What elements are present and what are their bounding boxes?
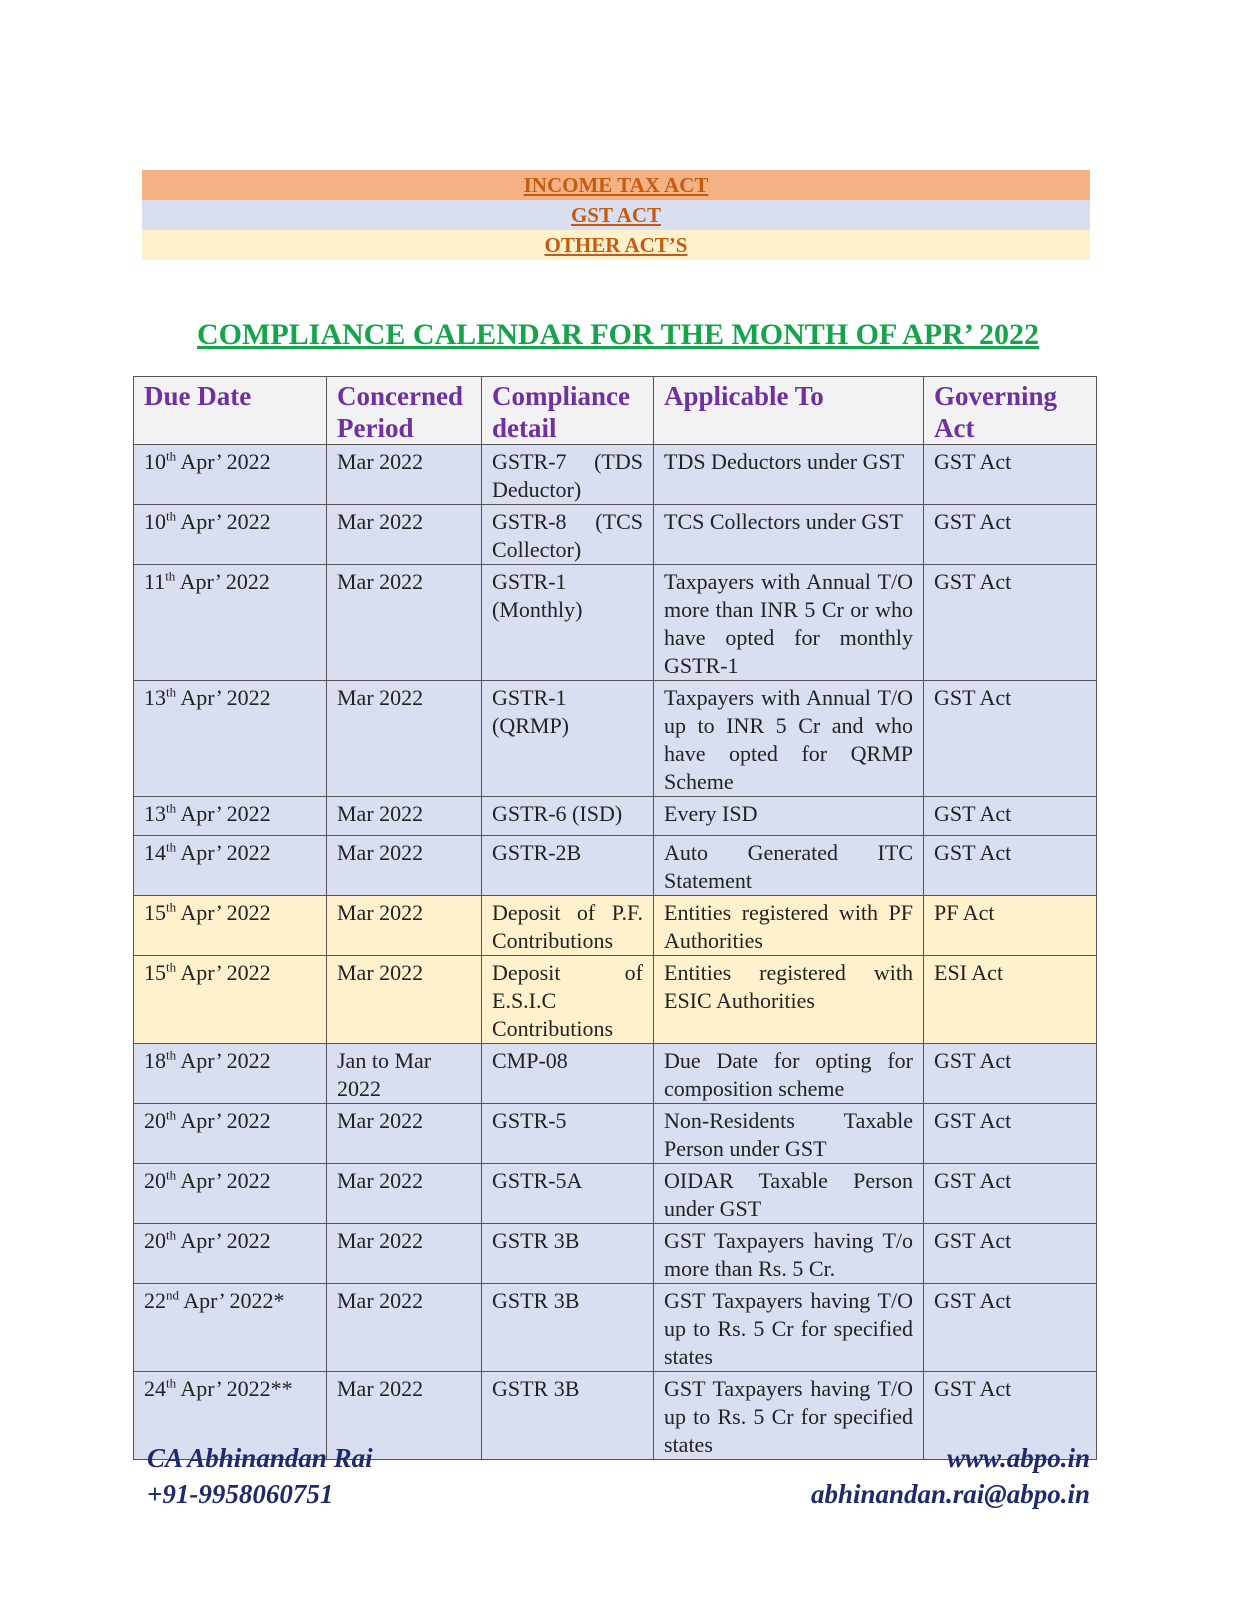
- email-link[interactable]: abhinandan.rai@abpo.in: [810, 1479, 1090, 1509]
- cell-concerned-period: Mar 2022: [327, 1104, 482, 1164]
- header-due-date: Due Date: [134, 377, 327, 445]
- cell-concerned-period: Mar 2022: [327, 836, 482, 896]
- table-row: [134, 1284, 1097, 1372]
- table-row: [134, 681, 1097, 797]
- legend-gst: GST ACT: [142, 200, 1090, 230]
- contact-block: [147, 1440, 373, 1512]
- header-applicable-to: Applicable To: [654, 377, 924, 445]
- cell-governing-act: GST Act: [924, 1164, 1097, 1224]
- cell-concerned-period: Mar 2022: [327, 1372, 482, 1460]
- due-month-year: Apr’ 2022*: [179, 1288, 285, 1313]
- table-row: [134, 445, 1097, 505]
- cell-applicable-to: Entities registered with ESIC Authorities: [654, 956, 924, 1044]
- due-day-suffix: th: [166, 508, 177, 524]
- due-day: 20: [144, 1228, 166, 1253]
- cell-governing-act: PF Act: [924, 896, 1097, 956]
- due-day: 13: [144, 685, 166, 710]
- due-day-suffix: th: [166, 1227, 177, 1243]
- page-title: COMPLIANCE CALENDAR FOR THE MONTH OF APR’ 2022: [197, 318, 1039, 351]
- due-day: 14: [144, 840, 166, 865]
- due-day: 22: [144, 1288, 166, 1313]
- cell-applicable-to: OIDAR Taxable Person under GST: [654, 1164, 924, 1224]
- cell-concerned-period: Jan to Mar 2022: [327, 1044, 482, 1104]
- cell-compliance-detail: GSTR-6 (ISD): [482, 797, 654, 836]
- header-governing-act: Governing Act: [924, 377, 1097, 445]
- cell-concerned-period: Mar 2022: [327, 797, 482, 836]
- cell-due-date: [134, 1104, 327, 1164]
- due-day: 13: [144, 801, 166, 826]
- legend-income-tax: INCOME TAX ACT: [142, 170, 1090, 200]
- cell-compliance-detail: GSTR-8 (TCS Collector): [482, 505, 654, 565]
- cell-applicable-to: Auto Generated ITC Statement: [654, 836, 924, 896]
- cell-due-date: [134, 565, 327, 681]
- due-day-suffix: th: [165, 568, 176, 584]
- due-day: 20: [144, 1108, 166, 1133]
- cell-compliance-detail: GSTR-7 (TDS Deductor): [482, 445, 654, 505]
- cell-concerned-period: Mar 2022: [327, 1224, 482, 1284]
- cell-governing-act: GST Act: [924, 1372, 1097, 1460]
- cell-applicable-to: GST Taxpayers having T/O up to Rs. 5 Cr for specified states: [654, 1372, 924, 1460]
- due-day: 20: [144, 1168, 166, 1193]
- due-day-suffix: th: [166, 1107, 177, 1123]
- cell-governing-act: GST Act: [924, 1044, 1097, 1104]
- table-row: [134, 896, 1097, 956]
- table-row: [134, 505, 1097, 565]
- cell-governing-act: GST Act: [924, 445, 1097, 505]
- cell-due-date: [134, 896, 327, 956]
- cell-compliance-detail: GSTR-5: [482, 1104, 654, 1164]
- table-header-row: [134, 377, 1097, 445]
- cell-applicable-to: Taxpayers with Annual T/O up to INR 5 Cr and who have opted for QRMP Scheme: [654, 681, 924, 797]
- cell-applicable-to: Due Date for opting for composition scheme: [654, 1044, 924, 1104]
- due-month-year: Apr’ 2022: [176, 685, 271, 710]
- table-row: [134, 956, 1097, 1044]
- table-row: [134, 797, 1097, 836]
- cell-governing-act: GST Act: [924, 565, 1097, 681]
- cell-compliance-detail: GSTR-1 (QRMP): [482, 681, 654, 797]
- due-day: 18: [144, 1048, 166, 1073]
- due-month-year: Apr’ 2022: [176, 801, 271, 826]
- table-row: [134, 836, 1097, 896]
- cell-due-date: [134, 681, 327, 797]
- web-contact-block: [811, 1440, 1090, 1512]
- cell-due-date: [134, 1224, 327, 1284]
- header-concerned-period: Concerned Period: [327, 377, 482, 445]
- cell-applicable-to: Taxpayers with Annual T/O more than INR 5 Cr or who have opted for monthly GSTR-1: [654, 565, 924, 681]
- due-day: 11: [144, 569, 166, 594]
- due-day-suffix: th: [166, 1047, 177, 1063]
- cell-due-date: [134, 797, 327, 836]
- cell-applicable-to: TCS Collectors under GST: [654, 505, 924, 565]
- table-row: [134, 1104, 1097, 1164]
- due-month-year: Apr’ 2022: [176, 1048, 271, 1073]
- legend-other-acts: OTHER ACT’S: [142, 230, 1090, 260]
- cell-applicable-to: Non-Residents Taxable Person under GST: [654, 1104, 924, 1164]
- cell-governing-act: GST Act: [924, 1104, 1097, 1164]
- cell-applicable-to: Every ISD: [654, 797, 924, 836]
- due-month-year: Apr’ 2022: [176, 1168, 271, 1193]
- due-day-suffix: th: [166, 839, 177, 855]
- due-day: 15: [144, 960, 166, 985]
- due-day-suffix: th: [166, 684, 177, 700]
- cell-governing-act: GST Act: [924, 836, 1097, 896]
- cell-due-date: [134, 445, 327, 505]
- due-month-year: Apr’ 2022: [175, 569, 270, 594]
- cell-compliance-detail: GSTR 3B: [482, 1224, 654, 1284]
- phone-number: +91-9958060751: [147, 1479, 334, 1509]
- cell-due-date: [134, 956, 327, 1044]
- due-day-suffix: th: [166, 1167, 177, 1183]
- cell-concerned-period: Mar 2022: [327, 1284, 482, 1372]
- cell-applicable-to: Entities registered with PF Authorities: [654, 896, 924, 956]
- cell-concerned-period: Mar 2022: [327, 956, 482, 1044]
- due-day-suffix: th: [166, 800, 177, 816]
- due-month-year: Apr’ 2022: [176, 1228, 271, 1253]
- cell-governing-act: GST Act: [924, 1224, 1097, 1284]
- table-row: [134, 1224, 1097, 1284]
- due-day: 10: [144, 509, 166, 534]
- cell-concerned-period: Mar 2022: [327, 681, 482, 797]
- cell-governing-act: GST Act: [924, 505, 1097, 565]
- act-color-legend: [142, 170, 1090, 260]
- cell-due-date: [134, 1044, 327, 1104]
- cell-compliance-detail: GSTR-5A: [482, 1164, 654, 1224]
- cell-applicable-to: TDS Deductors under GST: [654, 445, 924, 505]
- cell-concerned-period: Mar 2022: [327, 505, 482, 565]
- due-month-year: Apr’ 2022: [176, 900, 271, 925]
- due-day: 15: [144, 900, 166, 925]
- cell-concerned-period: Mar 2022: [327, 445, 482, 505]
- table-row: [134, 1164, 1097, 1224]
- cell-applicable-to: GST Taxpayers having T/o more than Rs. 5 Cr.: [654, 1224, 924, 1284]
- header-compliance-detail: Compliance detail: [482, 377, 654, 445]
- cell-compliance-detail: GSTR 3B: [482, 1284, 654, 1372]
- due-day-suffix: th: [166, 959, 177, 975]
- compliance-table: [133, 376, 1097, 1460]
- table-row: [134, 1044, 1097, 1104]
- due-day-suffix: nd: [166, 1287, 179, 1303]
- due-month-year: Apr’ 2022: [176, 1108, 271, 1133]
- cell-governing-act: ESI Act: [924, 956, 1097, 1044]
- due-month-year: Apr’ 2022: [176, 960, 271, 985]
- cell-governing-act: GST Act: [924, 681, 1097, 797]
- cell-concerned-period: Mar 2022: [327, 565, 482, 681]
- cell-applicable-to: GST Taxpayers having T/O up to Rs. 5 Cr for specified states: [654, 1284, 924, 1372]
- due-month-year: Apr’ 2022**: [176, 1376, 293, 1401]
- cell-due-date: [134, 836, 327, 896]
- table-body: [134, 445, 1097, 1460]
- cell-compliance-detail: CMP-08: [482, 1044, 654, 1104]
- cell-compliance-detail: GSTR-2B: [482, 836, 654, 896]
- cell-due-date: [134, 1164, 327, 1224]
- cell-governing-act: GST Act: [924, 797, 1097, 836]
- due-day-suffix: th: [166, 899, 177, 915]
- cell-compliance-detail: Deposit of E.S.I.C Contributions: [482, 956, 654, 1044]
- due-month-year: Apr’ 2022: [176, 509, 271, 534]
- cell-governing-act: GST Act: [924, 1284, 1097, 1372]
- website-link[interactable]: www.abpo.in: [946, 1443, 1090, 1473]
- due-month-year: Apr’ 2022: [176, 840, 271, 865]
- author-name: CA Abhinandan Rai: [147, 1443, 373, 1473]
- cell-compliance-detail: GSTR 3B: [482, 1372, 654, 1460]
- table-row: [134, 565, 1097, 681]
- due-day: 10: [144, 449, 166, 474]
- due-day-suffix: th: [166, 448, 177, 464]
- due-day: 24: [144, 1376, 166, 1401]
- due-month-year: Apr’ 2022: [176, 449, 271, 474]
- cell-due-date: [134, 1284, 327, 1372]
- cell-due-date: [134, 505, 327, 565]
- due-day-suffix: th: [166, 1375, 177, 1391]
- cell-compliance-detail: GSTR-1 (Monthly): [482, 565, 654, 681]
- cell-concerned-period: Mar 2022: [327, 896, 482, 956]
- cell-concerned-period: Mar 2022: [327, 1164, 482, 1224]
- cell-compliance-detail: Deposit of P.F. Contributions: [482, 896, 654, 956]
